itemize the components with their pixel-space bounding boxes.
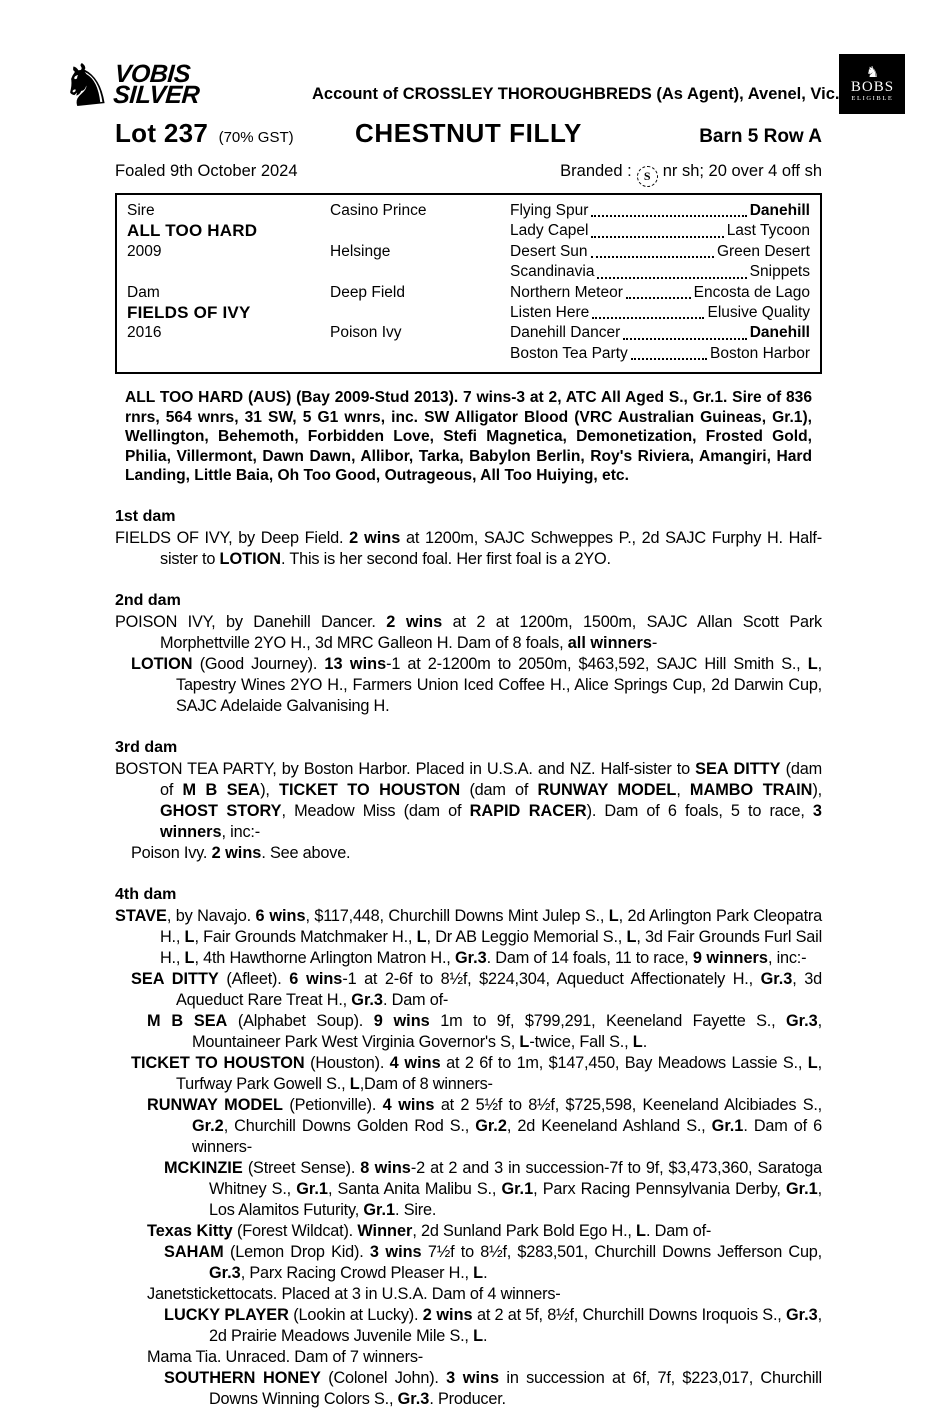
bold-text: L: [416, 927, 427, 946]
ancestor-sire-name: Green Desert: [716, 242, 810, 260]
text: . Sire.: [395, 1200, 437, 1219]
text: -2 at 2 and 3 in succession-7f to 9f, $3,473,360, Saratoga Whitney S.,: [209, 1158, 822, 1198]
bold-text: TICKET TO HOUSTON: [131, 1053, 305, 1072]
pedigree-paragraph: [115, 1305, 822, 1347]
bold-text: Winner: [357, 1221, 413, 1240]
bold-text: Gr.3: [760, 969, 793, 988]
pedigree-gen1-cell: [127, 344, 330, 364]
bold-text: Texas Kitty: [147, 1221, 233, 1240]
bold-text: ALL TOO HARD (AUS) (Bay 2009-Stud 2013). 7 wins-3 at 2, ATC All Aged S., Gr.1. Sire of 836 rnrs, 564 wnrs, 31 SW, 5 G1 wnrs, inc. SW Alligator Blood (VRC Australian Guineas, Gr.1), Wellington, Behemoth, Forbidden Love, Stefi Magnetica, Demonetization, Frosted Gold, Philia, Villermont, Dawn Dawn, Allibor, Tarka, Babylon Berlin, Roy's Riviera, Amangiri, Hard Landing, Little Baia, Oh Too Good, Outrageous, All Too Huiying, etc.: [125, 389, 812, 485]
text: , Dr AB Leggio Memorial S.,: [426, 927, 627, 946]
ancestor-name: Scandinavia: [510, 263, 595, 281]
sire-summary-note: [125, 388, 812, 486]
pedigree-row: [127, 283, 810, 303]
bold-text: Gr.1: [501, 1179, 534, 1198]
bold-text: 9 winners: [692, 948, 768, 967]
dot-leader: [597, 277, 746, 279]
pedigree-paragraph: [115, 969, 822, 1011]
text: .: [642, 1032, 648, 1051]
text: , inc:-: [221, 822, 260, 841]
pedigree-paragraph: [115, 528, 822, 570]
pedigree-gen3-cell: [510, 262, 810, 282]
bold-text: 6 wins: [289, 969, 343, 988]
text: ). Dam of 6 foals, 5 to race,: [586, 801, 813, 820]
text: (Lemon Drop Kid).: [223, 1242, 370, 1261]
bold-text: L: [807, 654, 818, 673]
pedigree-paragraph: [115, 1284, 822, 1305]
bold-text: L: [473, 1263, 484, 1282]
pedigree-gen3-cell: [510, 303, 810, 323]
pedigree-row: [127, 303, 810, 323]
pedigree-paragraph: [115, 843, 822, 864]
pedigree-gen2-cell: Helsinge: [330, 242, 391, 260]
bold-text: Gr.3: [785, 1305, 818, 1324]
dot-leader: [592, 317, 704, 319]
pedigree-gen3-cell: [510, 323, 810, 343]
text: , Fair Grounds Matchmaker H.,: [194, 927, 417, 946]
bold-text: 3 wins: [446, 1368, 499, 1387]
pedigree-row: [127, 262, 810, 282]
text: (Street Sense).: [242, 1158, 361, 1177]
text: ),: [260, 780, 280, 799]
lot-number: Lot 237: [115, 118, 209, 148]
ancestor-sire-name: Danehill: [749, 202, 810, 219]
text: at 2 5½f to 8½f, $725,598, Keeneland Alcibiades S.,: [434, 1095, 822, 1114]
bold-text: 8 wins: [360, 1158, 411, 1177]
text: -: [651, 633, 658, 652]
text: .: [483, 1326, 488, 1345]
pedigree-row: [127, 201, 810, 221]
text: ,: [676, 780, 690, 799]
bold-text: 2 wins: [386, 612, 443, 631]
pedigree-gen2-cell: [330, 303, 510, 323]
section-heading: 1st dam: [115, 507, 176, 525]
bold-text: L: [473, 1326, 484, 1345]
dot-leader: [631, 358, 707, 360]
pedigree-gen1-cell: [127, 262, 330, 282]
bold-text: 6 wins: [255, 906, 306, 925]
text: . Producer.: [429, 1389, 506, 1408]
dot-leader: [591, 215, 746, 217]
text: 7½f to 8½f, $283,501, Churchill Downs Jefferson Cup,: [421, 1242, 822, 1261]
ancestor-name: Northern Meteor: [510, 283, 623, 301]
bobs-badge-title: BOBS: [850, 79, 895, 95]
ancestor-name: Flying Spur: [510, 202, 589, 219]
pedigree-gen2-cell: Deep Field: [330, 283, 405, 301]
bold-text: LOTION: [219, 549, 282, 568]
bold-text: L: [807, 1053, 818, 1072]
bold-text: Gr.2: [475, 1116, 507, 1135]
branded-description: nr sh; 20 over 4 off sh: [662, 162, 822, 180]
text: , 2d Sunland Park Bold Ego H.,: [412, 1221, 637, 1240]
brand-symbol-icon: S: [637, 166, 658, 187]
pedigree-row: [127, 221, 810, 241]
page-header: [56, 48, 895, 122]
bold-text: Gr.3: [454, 948, 487, 967]
bold-text: SEA DITTY: [131, 969, 219, 988]
pedigree-gen1-cell: FIELDS OF IVY: [127, 303, 251, 323]
text: , Mountaineer Park West Virginia Governor's S,: [192, 1011, 822, 1051]
bold-text: Gr.3: [785, 1011, 818, 1030]
bold-text: M B SEA: [147, 1011, 228, 1030]
section-heading: 2nd dam: [115, 591, 181, 609]
pedigree-sections: [115, 508, 822, 1410]
horse-and-jockey-icon: ♞: [56, 48, 116, 122]
text: BOSTON TEA PARTY, by Boston Harbor. Placed in U.S.A. and NZ. Half-sister to: [115, 759, 696, 778]
bold-text: 2 wins: [422, 1305, 473, 1324]
pedigree-paragraph: [115, 1347, 822, 1368]
text: . This is her second foal. Her first foal is a 2YO.: [281, 549, 611, 568]
pedigree-paragraph: [115, 759, 822, 843]
ancestor-sire-name: Last Tycoon: [726, 222, 810, 240]
bold-text: L: [184, 948, 195, 967]
pedigree-paragraph: [115, 906, 822, 969]
bold-text: Gr.3: [397, 1389, 430, 1408]
text: , Meadow Miss (dam of: [281, 801, 470, 820]
horse-head-icon: ♞: [865, 63, 880, 81]
bold-text: RUNWAY MODEL: [537, 780, 677, 799]
account-line: Account of CROSSLEY THOROUGHBREDS (As Agent), Avenel, Vic.: [312, 85, 840, 103]
bold-text: 3 winners: [160, 801, 822, 841]
text: , Santa Anita Malibu S.,: [327, 1179, 502, 1198]
barn-location: Barn 5 Row A: [699, 126, 823, 147]
text: at 1200m, SAJC Schweppes P., 2d SAJC Furphy H. Half-sister to: [160, 528, 822, 568]
bold-text: Gr.2: [192, 1116, 224, 1135]
bold-text: 9 wins: [373, 1011, 430, 1030]
text: (Afleet).: [218, 969, 290, 988]
bold-text: Gr.1: [296, 1179, 328, 1198]
bold-text: LOTION: [131, 654, 193, 673]
pedigree-paragraph: [115, 1368, 822, 1410]
bold-text: Gr.3: [351, 990, 383, 1009]
text: , Los Alamitos Futurity,: [209, 1179, 822, 1219]
bold-text: Gr.3: [209, 1263, 241, 1282]
text: (Houston).: [304, 1053, 390, 1072]
lot-title-row: [115, 118, 822, 149]
pedigree-paragraph: [115, 1221, 822, 1242]
ancestor-sire-name: Elusive Quality: [707, 304, 810, 322]
section-heading: 3rd dam: [115, 738, 178, 756]
ancestor-name: Lady Capel: [510, 222, 589, 240]
pedigree-paragraph: [115, 1095, 822, 1158]
pedigree-gen3-cell: [510, 242, 810, 262]
text: , Churchill Downs Golden Rod S.,: [223, 1116, 476, 1135]
text: ,Dam of 8 winners-: [359, 1074, 493, 1093]
text: , inc:-: [767, 948, 807, 967]
text: , Parx Racing Crowd Pleaser H.,: [240, 1263, 474, 1282]
text: -1 at 2-6f to 8½f, $224,304, Aqueduct Affectionately H.,: [342, 969, 761, 988]
logo-word-top: VOBIS: [113, 60, 192, 88]
text: , Turfway Park Gowell S.,: [176, 1053, 822, 1093]
text: -1 at 2-1200m to 2050m, $463,592, SAJC Hill Smith S.,: [386, 654, 808, 673]
bold-text: 13 wins: [324, 654, 387, 673]
dot-leader: [591, 236, 723, 238]
text: , 3d Fair Grounds Furl Sail H.,: [160, 927, 822, 967]
text: (Lookin at Lucky).: [288, 1305, 423, 1324]
text: (dam of: [160, 759, 822, 799]
pedigree-gen2-cell: Casino Prince: [330, 202, 427, 219]
bold-text: 3 wins: [369, 1242, 422, 1261]
bold-text: STAVE: [115, 906, 167, 925]
text: 1m to 9f, $799,291, Keeneland Fayette S.,: [429, 1011, 786, 1030]
bold-text: L: [349, 1074, 360, 1093]
pedigree-table: [115, 193, 822, 374]
bold-text: LUCKY PLAYER: [164, 1305, 289, 1324]
text: . Dam of 14 foals, 11 to race,: [486, 948, 693, 967]
text: at 2 6f to 1m, $147,450, Bay Meadows Lassie S.,: [440, 1053, 808, 1072]
bobs-eligible-badge: [839, 54, 905, 114]
bold-text: Gr.1: [711, 1116, 744, 1135]
bold-text: 2 wins: [349, 528, 401, 547]
bold-text: 2 wins: [211, 843, 262, 862]
text: . Dam of-: [382, 990, 449, 1009]
pedigree-row: [127, 344, 810, 364]
ancestor-sire-name: Encosta de Lago: [693, 283, 810, 301]
pedigree-gen1-cell: 2009: [127, 242, 162, 260]
logo-word-bottom: SILVER: [112, 81, 201, 109]
pedigree-row: [127, 323, 810, 343]
bold-text: Gr.1: [363, 1200, 396, 1219]
text: at 2 at 5f, 8½f, Churchill Downs Iroquois S.,: [472, 1305, 786, 1324]
text: in succession at 6f, 7f, $223,017, Churchill Downs Winning Colors S.,: [209, 1368, 822, 1408]
text: (Forest Wildcat).: [232, 1221, 358, 1240]
pedigree-paragraph: [115, 1011, 822, 1053]
bold-text: Gr.1: [785, 1179, 818, 1198]
text: (Good Journey).: [192, 654, 325, 673]
bold-text: 4 wins: [382, 1095, 435, 1114]
bold-text: M B SEA: [182, 780, 261, 799]
vobis-silver-wordmark: [112, 60, 202, 109]
dot-leader: [591, 256, 714, 258]
dot-leader: [623, 338, 746, 340]
bold-text: GHOST STORY: [160, 801, 282, 820]
bold-text: L: [608, 906, 619, 925]
bold-text: 4 wins: [389, 1053, 441, 1072]
bold-text: SOUTHERN HONEY: [164, 1368, 321, 1387]
text: , 2d Prairie Meadows Juvenile Mile S.,: [209, 1305, 822, 1345]
ancestor-name: Listen Here: [510, 304, 590, 322]
bold-text: SAHAM: [164, 1242, 224, 1261]
text: Poison Ivy.: [131, 843, 212, 862]
text: , 4th Hawthorne Arlington Matron H.,: [194, 948, 455, 967]
text: POISON IVY, by Danehill Dancer.: [115, 612, 387, 631]
pedigree-gen2-cell: [330, 344, 510, 364]
bold-text: L: [626, 927, 637, 946]
text: (dam of: [460, 780, 538, 799]
pedigree-gen3-cell: [510, 221, 810, 241]
bold-text: RUNWAY MODEL: [147, 1095, 283, 1114]
ancestor-name: Desert Sun: [510, 242, 588, 260]
pedigree-gen2-cell: Poison Ivy: [330, 324, 402, 342]
text: , Parx Racing Pennsylvania Derby,: [533, 1179, 786, 1198]
dot-leader: [626, 297, 691, 299]
pedigree-gen2-cell: [330, 262, 510, 282]
text: .: [483, 1263, 488, 1282]
pedigree-paragraph: [115, 1053, 822, 1095]
pedigree-paragraph: [115, 612, 822, 654]
pedigree-paragraph: [115, 1158, 822, 1221]
ancestor-sire-name: Boston Harbor: [710, 344, 810, 362]
text: , 2d Arlington Park Cleopatra H.,: [160, 906, 822, 946]
branded-label: Branded :: [560, 162, 632, 180]
bold-text: TICKET TO HOUSTON: [279, 780, 461, 799]
text: (Petionville).: [282, 1095, 383, 1114]
horse-description: CHESTNUT FILLY: [355, 118, 583, 148]
pedigree-gen1-cell: Dam: [127, 283, 160, 301]
ancestor-name: Danehill Dancer: [510, 324, 621, 342]
text: , Tapestry Wines 2YO H., Farmers Union Iced Coffee H., Alice Springs Cup, 2d Darwin Cup, SAJC Adelaide Galvanising H.: [176, 654, 822, 715]
gst-note: (70% GST): [218, 129, 294, 146]
text: . Dam of-: [646, 1221, 712, 1240]
text: . Dam of 6 winners-: [192, 1116, 822, 1156]
text: FIELDS OF IVY, by Deep Field.: [115, 528, 350, 547]
text: (Colonel John).: [320, 1368, 447, 1387]
pedigree-gen3-cell: [510, 283, 810, 303]
text: (Alphabet Soup).: [227, 1011, 374, 1030]
text: , 2d Keeneland Ashland S.,: [506, 1116, 712, 1135]
pedigree-gen1-cell: ALL TOO HARD: [127, 221, 258, 241]
ancestor-sire-name: Danehill: [749, 324, 810, 342]
bold-text: RAPID RACER: [469, 801, 587, 820]
bold-text: L: [519, 1032, 530, 1051]
ancestor-sire-name: Snippets: [749, 263, 810, 281]
section-heading: 4th dam: [115, 885, 177, 903]
pedigree-gen2-cell: [330, 221, 510, 241]
text: . See above.: [261, 843, 351, 862]
bold-text: all winners: [567, 633, 652, 652]
text: , 3d Aqueduct Rare Treat H.,: [176, 969, 822, 1009]
branded-info: [560, 162, 822, 183]
lot-number-group: [115, 118, 355, 149]
text: , $117,448, Churchill Downs Mint Julep S.,: [305, 906, 609, 925]
text: , by Navajo.: [166, 906, 256, 925]
text: ),: [812, 780, 822, 799]
bobs-badge-subtitle: ELIGIBLE: [851, 95, 894, 102]
vobis-silver-logo: [56, 48, 312, 122]
bold-text: L: [636, 1221, 646, 1240]
foaled-date: Foaled 9th October 2024: [115, 162, 298, 180]
pedigree-paragraph: [115, 654, 822, 717]
bold-text: MCKINZIE: [164, 1158, 243, 1177]
ancestor-name: Boston Tea Party: [510, 344, 628, 362]
pedigree-row: [127, 242, 810, 262]
text: Janetstickettocats. Placed at 3 in U.S.A. Dam of 4 winners-: [147, 1284, 561, 1303]
bold-text: SEA DITTY: [695, 759, 781, 778]
pedigree-gen1-cell: Sire: [127, 202, 155, 219]
pedigree-gen3-cell: [510, 344, 810, 364]
bold-text: L: [184, 927, 195, 946]
text: Mama Tia. Unraced. Dam of 7 winners-: [147, 1347, 424, 1366]
text: at 2 at 1200m, 1500m, SAJC Allan Scott Park Morphettville 2YO H., 3d MRC Galleon H. Dam of 8 foals,: [160, 612, 822, 652]
bold-text: L: [632, 1032, 643, 1051]
pedigree-gen3-cell: [510, 201, 810, 221]
bold-text: MAMBO TRAIN: [689, 780, 813, 799]
pedigree-paragraph: [115, 1242, 822, 1284]
pedigree-gen1-cell: 2016: [127, 324, 162, 342]
foaled-branded-row: [115, 162, 822, 183]
text: -twice, Fall S.,: [529, 1032, 633, 1051]
